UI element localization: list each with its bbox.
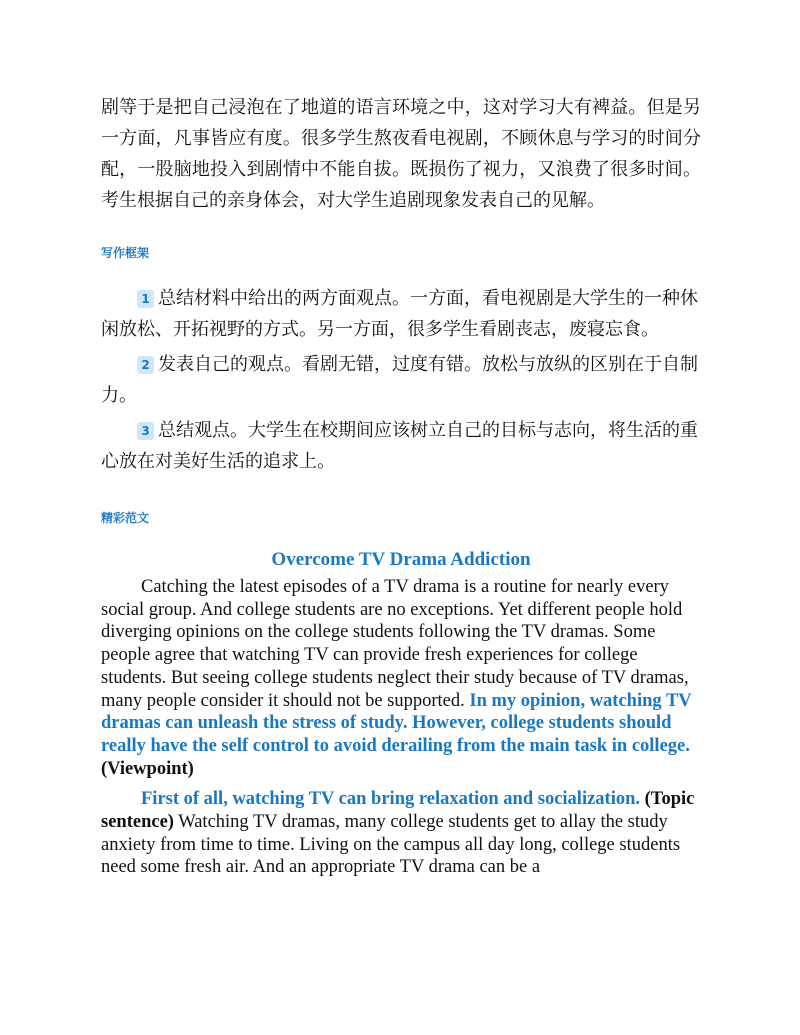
essay-paragraph-1 bbox=[101, 576, 701, 780]
framework-list bbox=[101, 283, 701, 477]
paragraph-text: Catching the latest episodes of a TV drama is a routine for nearly every social group. And college students are no exceptions. Yet different people hold diverging opinions on the college students following the TV dramas. Some people agree that watching TV can provide fresh experiences for college students. But seeing college students neglect their study because of TV dramas, many people consider it should not be supported. bbox=[101, 577, 689, 711]
essay-title: Overcome TV Drama Addiction bbox=[271, 549, 531, 570]
essay-paragraph-2 bbox=[101, 788, 701, 879]
framework-point-1 bbox=[101, 283, 701, 345]
topic-sentence-tag: (Topic sentence) bbox=[101, 789, 695, 833]
framework-point-text: 发表自己的观点。看剧无错，过度有错。放松与放纵的区别在于自制力。 bbox=[101, 354, 698, 406]
intro-paragraph: 剧等于是把自己浸泡在了地道的语言环境之中，这对学习大有裨益。但是另一方面，凡事皆应有度。很多学生熬夜看电视剧，不顾休息与学习的时间分配，一股脑地投入到剧情中不能自拔。既损伤了视力，又浪费了很多时间。考生根据自己的亲身体会，对大学生追剧现象发表自己的见解。 bbox=[101, 97, 701, 211]
sample-section-label: 精彩范文 bbox=[101, 511, 150, 525]
number-badge-3: 3 bbox=[137, 422, 154, 440]
framework-point-2 bbox=[101, 349, 701, 411]
framework-point-text: 总结观点。大学生在校期间应该树立自己的目标与志向，将生活的重心放在对美好生活的追求上。 bbox=[101, 420, 698, 472]
highlighted-viewpoint: In my opinion, watching TV dramas can unleash the stress of study. However, college students should really have the self control to avoid derailing from the main task in college. bbox=[101, 690, 692, 756]
viewpoint-tag: (Viewpoint) bbox=[101, 758, 194, 779]
framework-point-3 bbox=[101, 415, 701, 477]
framework-point-text: 总结材料中给出的两方面观点。一方面，看电视剧是大学生的一种休闲放松、开拓视野的方式。另一方面，很多学生看剧丧志，废寝忘食。 bbox=[101, 288, 698, 340]
framework-section-label: 写作框架 bbox=[101, 246, 150, 260]
document-page bbox=[101, 92, 701, 879]
number-badge-1: 1 bbox=[137, 290, 154, 308]
paragraph-text: Watching TV dramas, many college students get to allay the study anxiety from time to time. Living on the campus all day long, college students need some fresh air. And an appropriate TV drama can be a bbox=[101, 812, 681, 878]
number-badge-2: 2 bbox=[137, 356, 154, 374]
highlighted-topic-sentence: First of all, watching TV can bring relaxation and socialization. bbox=[141, 789, 641, 810]
